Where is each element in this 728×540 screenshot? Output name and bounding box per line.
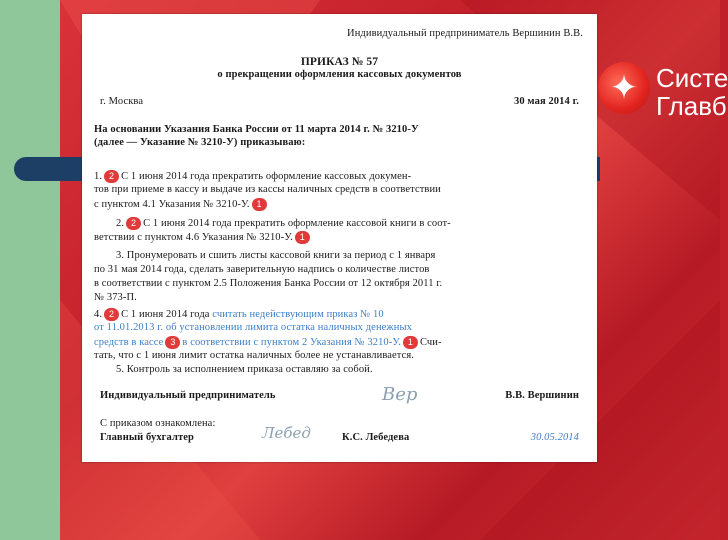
para4-text3a: средств в кассе bbox=[94, 336, 164, 348]
para1-line3 bbox=[94, 198, 269, 211]
para3-line1: 3. Пронумеровать и сшить листы кассовой книги за период с 1 января bbox=[116, 250, 436, 261]
para4-text1b: считать недействующим приказ № 10 bbox=[212, 308, 384, 320]
badge-2: 2 bbox=[126, 217, 141, 230]
signature-director: Вер bbox=[382, 384, 418, 405]
badge-1: 1 bbox=[295, 231, 310, 244]
para3-line4: № 373-П. bbox=[94, 292, 137, 303]
para4-line4: тать, что с 1 июня лимит остатка наличных более не устанавливается. bbox=[94, 350, 414, 361]
para2-num: 2. bbox=[116, 217, 125, 229]
para3-line3: в соответствии с пунктом 2.5 Положения Банка России от 12 октября 2011 г. bbox=[94, 278, 443, 289]
left-green-strip bbox=[0, 0, 60, 540]
intro-line-1: На основании Указания Банка России от 11 марта 2014 г. № 3210-У bbox=[94, 124, 419, 135]
para3-line2: по 31 мая 2014 года, сделать заверительную надпись о количестве листов bbox=[94, 264, 430, 275]
badge-2: 2 bbox=[104, 308, 119, 321]
para4-text3b: в соответствии с пунктом 2 Указания № 3210-У. bbox=[182, 336, 401, 348]
doc-header: Индивидуальный предприниматель Вершинин В.В. bbox=[347, 28, 583, 39]
para4-line3 bbox=[94, 336, 442, 349]
para1-line1 bbox=[94, 170, 411, 183]
para4-line1 bbox=[94, 308, 384, 321]
badge-3: 3 bbox=[165, 336, 180, 349]
badge-1: 1 bbox=[403, 336, 418, 349]
para5: 5. Контроль за исполнением приказа оставляю за собой. bbox=[116, 364, 373, 375]
para4-line2: от 11.01.2013 г. об установлении лимита остатка наличных денежных bbox=[94, 322, 412, 333]
accountant-role: Главный бухгалтер bbox=[100, 432, 194, 443]
para1-line2: тов при приеме в кассу и выдаче из кассы наличных средств в соответствии bbox=[94, 184, 441, 195]
para1-text1: С 1 июня 2014 года прекратить оформление кассовых докумен- bbox=[121, 170, 412, 182]
doc-title: ПРИКАЗ № 57 bbox=[300, 56, 379, 68]
intro-line-2: (далее — Указание № 3210-У) приказываю: bbox=[94, 137, 306, 148]
doc-subtitle: о прекращении оформления кассовых документов bbox=[217, 69, 462, 80]
brand-name-line2: Главб bbox=[656, 91, 727, 121]
ack-label: С приказом ознакомлена: bbox=[100, 418, 216, 429]
badge-2: 2 bbox=[104, 170, 119, 183]
order-document bbox=[82, 14, 597, 462]
signature-accountant: Лебед bbox=[262, 424, 311, 442]
accountant-name: К.С. Лебедева bbox=[342, 432, 410, 443]
brand-name-line1: Систе bbox=[656, 63, 728, 93]
para2-text1: С 1 июня 2014 года прекратить оформление кассовой книги в соот- bbox=[143, 217, 451, 229]
accountant-date: 30.05.2014 bbox=[530, 432, 579, 443]
star-icon: ✦ bbox=[609, 68, 639, 108]
signer-name: В.В. Вершинин bbox=[505, 390, 579, 401]
doc-date: 30 мая 2014 г. bbox=[514, 96, 579, 107]
badge-1: 1 bbox=[252, 198, 267, 211]
para4-text1a: С 1 июня 2014 года bbox=[121, 308, 210, 320]
signer-role: Индивидуальный предприниматель bbox=[100, 390, 276, 401]
para2-line1 bbox=[116, 217, 451, 230]
para4-num: 4. bbox=[94, 308, 103, 320]
brand-name bbox=[656, 64, 728, 120]
para2-line2 bbox=[94, 231, 312, 244]
para4-text3c: Счи- bbox=[419, 336, 442, 348]
doc-city: г. Москва bbox=[100, 96, 144, 107]
para2-text2: ветствии с пунктом 4.6 Указания № 3210-У. bbox=[94, 231, 293, 243]
para1-num: 1. bbox=[94, 170, 103, 182]
para1-text3: с пунктом 4.1 Указания № 3210-У. bbox=[94, 198, 250, 210]
